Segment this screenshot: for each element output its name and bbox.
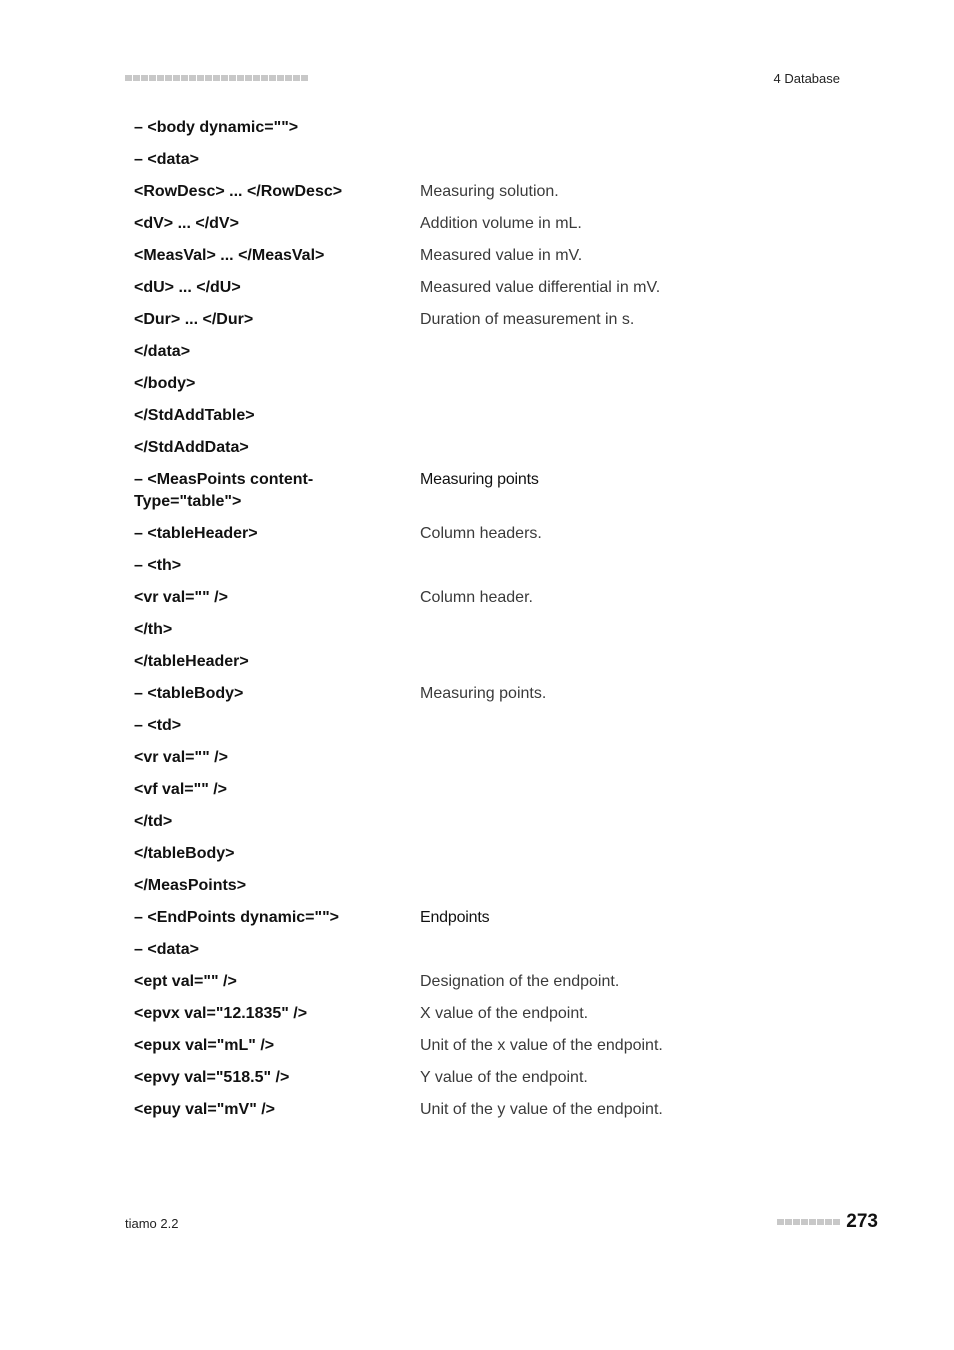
decoration-square <box>221 75 228 81</box>
decoration-square <box>777 1219 784 1225</box>
decoration-square <box>833 1219 840 1225</box>
element-description <box>420 715 834 747</box>
table-row <box>134 683 834 715</box>
xml-element-tag: </StdAddTable> <box>134 407 255 424</box>
xml-element-tag: <dV> ... </dV> <box>134 215 239 232</box>
xml-element-tag: <vf val="" /> <box>134 781 228 798</box>
element-description <box>420 117 834 149</box>
table-row <box>134 715 834 747</box>
decoration-square <box>197 75 204 81</box>
table-row <box>134 341 834 373</box>
xml-element-tag: </MeasPoints> <box>134 877 247 894</box>
table-row <box>134 651 834 683</box>
table-row <box>134 1035 834 1067</box>
table-row <box>134 1067 834 1099</box>
xml-element-tag: – <EndPoints dynamic=""> <box>134 909 340 926</box>
decoration-square <box>181 75 188 81</box>
decoration-square <box>809 1219 816 1225</box>
decoration-square <box>245 75 252 81</box>
element-description <box>420 619 834 651</box>
decoration-square <box>141 75 148 81</box>
element-description <box>420 555 834 587</box>
element-description <box>420 939 834 971</box>
xml-element-tag: – <tableBody> <box>134 685 244 702</box>
section-heading: Measuring points <box>420 471 539 488</box>
table-row <box>134 373 834 405</box>
xml-element-tag: – <MeasPoints content- Type="table"> <box>134 471 314 510</box>
xml-element-tag: – <data> <box>134 151 199 168</box>
element-description: Unit of the x value of the endpoint. <box>420 1037 663 1054</box>
decoration-square <box>205 75 212 81</box>
section-heading: Endpoints <box>420 909 490 926</box>
element-description <box>420 843 834 875</box>
xml-element-tag: </tableBody> <box>134 845 235 862</box>
footer-page <box>777 1211 878 1233</box>
xml-element-tag: – <tableHeader> <box>134 525 258 542</box>
table-row <box>134 245 834 277</box>
decoration-square <box>277 75 284 81</box>
xml-element-tag: – <data> <box>134 941 199 958</box>
xml-element-tag: </StdAddData> <box>134 439 249 456</box>
footer-decoration <box>777 1219 840 1225</box>
table-row <box>134 587 834 619</box>
element-description <box>420 811 834 843</box>
decoration-square <box>817 1219 824 1225</box>
table-row <box>134 843 834 875</box>
footer-product-name: tiamo 2.2 <box>125 1216 179 1231</box>
table-row <box>134 117 834 149</box>
xml-element-tag: </body> <box>134 375 196 392</box>
xml-element-tag: <vr val="" /> <box>134 749 228 766</box>
table-row <box>134 971 834 1003</box>
xml-element-tag: <epux val="mL" /> <box>134 1037 275 1054</box>
table-row <box>134 277 834 309</box>
decoration-square <box>825 1219 832 1225</box>
decoration-square <box>133 75 140 81</box>
element-description <box>420 747 834 779</box>
element-description <box>420 779 834 811</box>
table-row <box>134 875 834 907</box>
element-description <box>420 437 834 469</box>
xml-element-tag: <vr val="" /> <box>134 589 228 606</box>
table-row <box>134 523 834 555</box>
element-description: Addition volume in mL. <box>420 215 582 232</box>
decoration-square <box>157 75 164 81</box>
table-row <box>134 555 834 587</box>
table-row <box>134 437 834 469</box>
table-row <box>134 939 834 971</box>
element-description: Measured value in mV. <box>420 247 583 264</box>
xml-element-tag: </th> <box>134 621 173 638</box>
decoration-square <box>293 75 300 81</box>
decoration-square <box>149 75 156 81</box>
table-row <box>134 811 834 843</box>
element-description: Unit of the y value of the endpoint. <box>420 1101 663 1118</box>
xml-element-tag: <Dur> ... </Dur> <box>134 311 254 328</box>
decoration-square <box>261 75 268 81</box>
decoration-square <box>253 75 260 81</box>
element-description: Measured value differential in mV. <box>420 279 661 296</box>
xml-element-tag: – <th> <box>134 557 182 574</box>
xml-element-tag: </td> <box>134 813 173 830</box>
decoration-square <box>785 1219 792 1225</box>
element-description <box>420 373 834 405</box>
decoration-square <box>801 1219 808 1225</box>
xml-element-tag: – <body dynamic=""> <box>134 119 299 136</box>
decoration-square <box>237 75 244 81</box>
decoration-square <box>269 75 276 81</box>
xml-element-tag: <epvx val="12.1835" /> <box>134 1005 308 1022</box>
element-description <box>420 875 834 907</box>
decoration-square <box>229 75 236 81</box>
element-description: Column headers. <box>420 525 542 542</box>
decoration-square <box>125 75 132 81</box>
xml-element-tag: <epvy val="518.5" /> <box>134 1069 290 1086</box>
page-number: 273 <box>846 1211 878 1232</box>
element-description: Duration of measurement in s. <box>420 311 635 328</box>
decoration-square <box>301 75 308 81</box>
element-description <box>420 341 834 373</box>
decoration-square <box>793 1219 800 1225</box>
decoration-square <box>285 75 292 81</box>
xml-element-tag: – <td> <box>134 717 182 734</box>
table-row <box>134 149 834 181</box>
table-row <box>134 1003 834 1035</box>
xml-element-tag: <ept val="" /> <box>134 973 237 990</box>
element-description: X value of the endpoint. <box>420 1005 589 1022</box>
xml-element-tag: <epuy val="mV" /> <box>134 1101 276 1118</box>
xml-element-tag: <dU> ... </dU> <box>134 279 241 296</box>
element-description: Y value of the endpoint. <box>420 1069 588 1086</box>
xml-element-tag: <RowDesc> ... </RowDesc> <box>134 183 343 200</box>
xml-structure-table <box>134 117 834 1131</box>
element-description: Measuring points. <box>420 685 547 702</box>
xml-element-tag: </data> <box>134 343 191 360</box>
table-row <box>134 747 834 779</box>
element-description <box>420 149 834 181</box>
decoration-square <box>173 75 180 81</box>
table-row <box>134 779 834 811</box>
table-row <box>134 405 834 437</box>
xml-element-tag: <MeasVal> ... </MeasVal> <box>134 247 325 264</box>
running-header-section: 4 Database <box>773 71 840 86</box>
element-description: Measuring solution. <box>420 183 559 200</box>
decoration-square <box>165 75 172 81</box>
decoration-square <box>189 75 196 81</box>
table-row <box>134 1099 834 1131</box>
xml-element-tag: </tableHeader> <box>134 653 249 670</box>
table-row <box>134 213 834 245</box>
header-decoration <box>125 75 308 81</box>
element-description <box>420 405 834 437</box>
table-row <box>134 309 834 341</box>
table-row <box>134 469 834 523</box>
element-description: Designation of the endpoint. <box>420 973 620 990</box>
element-description: Column header. <box>420 589 533 606</box>
table-row <box>134 181 834 213</box>
decoration-square <box>213 75 220 81</box>
table-row <box>134 619 834 651</box>
table-row <box>134 907 834 939</box>
element-description <box>420 651 834 683</box>
